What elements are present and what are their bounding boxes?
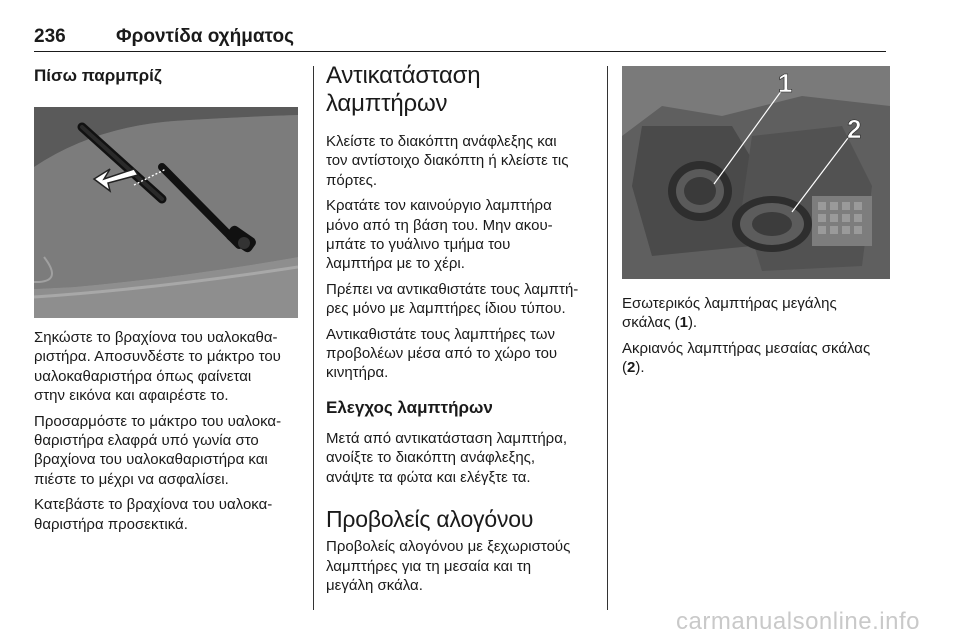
headlight-illustration — [622, 66, 890, 279]
paragraph: Κλείστε το διακόπτη ανάφλεξης και τον αντίστοιχο διακόπτη ή κλείστε τις πόρτες. — [326, 133, 569, 189]
rear-wiper-figure — [34, 107, 298, 318]
figure-caption: Εσωτερικός λαμπτήρας μεγάλης σκάλας (1). — [622, 295, 837, 332]
column-divider — [607, 66, 608, 610]
section-heading: Προβολείς αλογόνου — [326, 506, 534, 533]
figure-label: 1 — [778, 68, 793, 98]
page-number: 236 — [34, 26, 66, 47]
column-bulb-replacement — [326, 64, 596, 595]
paragraph: Σηκώστε το βραχίονα του υαλοκαθα- ριστήρα. Αποσυνδέστε το μάκτρο του υαλοκαθαριστήρα όπως φαίνεται στην εικόνα και αφαιρέστε το. — [34, 329, 281, 405]
headlight-bulbs-figure — [622, 66, 890, 279]
paragraph: Προσαρμόστε το μάκτρο του υαλοκα- θαριστήρα ελαφρά υπό γωνία στο βραχίονα του υαλοκαθαριστήρα και πιέστε το μέχρι να ασφαλίσει. — [34, 412, 282, 488]
paragraph: Κρατάτε τον καινούργιο λαμπτήρα μόνο από τη βάση του. Μην ακου- μπάτε το γυάλινο τμήμα του λαμπτήρα με το χέρι. — [326, 197, 553, 273]
figure-label: 2 — [847, 114, 862, 144]
paragraph: Αντικαθιστάτε τους λαμπτήρες των προβολέων μέσα από το χώρο του κινητήρα. — [326, 325, 558, 382]
subsection-heading: Ελεγχος λαμπτήρων — [326, 397, 493, 417]
figure-caption: Ακριανός λαμπτήρας μεσαίας σκάλας (2). — [622, 339, 871, 377]
rear-wiper-illustration — [34, 107, 298, 318]
watermark: carmanualsonline.info — [676, 608, 920, 635]
paragraph: Μετά από αντικατάσταση λαμπτήρα, ανοίξτε το διακόπτη ανάφλεξης, ανάψτε τα φώτα και ελέγξτε τα. — [326, 429, 568, 486]
paragraph: Πρέπει να αντικαθιστάτε τους λαμπτή- ρες μόνο με λαμπτήρες ίδιου τύπου. — [326, 280, 579, 318]
section-heading: Αντικατάσταση λαμπτήρων — [326, 62, 481, 117]
paragraph: Προβολείς αλογόνου με ξεχωριστούς λαμπτήρες για τη μεσαία και τη μεγάλη σκάλα. — [326, 538, 571, 594]
chapter-title: Φροντίδα οχήματος — [116, 26, 294, 47]
page-header — [34, 26, 886, 52]
column-halogen-figure — [622, 64, 890, 378]
column-divider — [313, 66, 314, 610]
section-heading: Πίσω παρμπρίζ — [34, 66, 162, 85]
paragraph: Κατεβάστε το βραχίονα του υαλοκα- θαριστήρα προσεκτικά. — [34, 496, 273, 533]
column-rear-window — [34, 64, 300, 534]
